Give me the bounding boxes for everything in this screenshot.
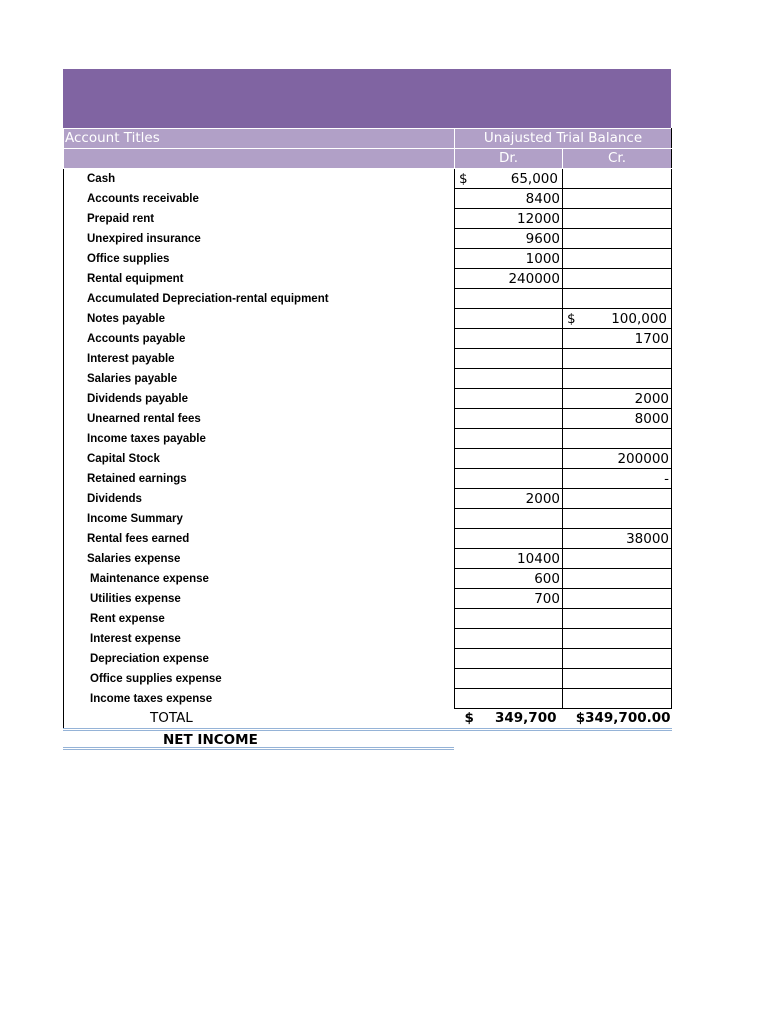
account-title: Prepaid rent (64, 209, 455, 229)
debit-header: Dr. (455, 149, 563, 169)
debit-cell[interactable] (455, 509, 563, 529)
credit-cell[interactable] (563, 469, 672, 489)
table-row (64, 549, 672, 569)
account-title: Dividends payable (64, 389, 455, 409)
total-debit (455, 709, 563, 730)
account-title: Office supplies (64, 249, 455, 269)
debit-cell[interactable] (455, 329, 563, 349)
account-title: Interest payable (64, 349, 455, 369)
account-title: Rental equipment (64, 269, 455, 289)
debit-amount: 700 (534, 590, 560, 607)
credit-cell[interactable] (563, 309, 672, 329)
header-row (64, 129, 672, 149)
table-row (64, 529, 672, 549)
table-row (64, 609, 672, 629)
account-title: Dividends (64, 489, 455, 509)
debit-amount: 2000 (525, 490, 560, 507)
debit-amount: 240000 (508, 270, 560, 287)
table-row (64, 249, 672, 269)
account-title: Office supplies expense (64, 669, 455, 689)
debit-cell[interactable] (455, 449, 563, 469)
debit-cell[interactable] (455, 309, 563, 329)
debit-cell[interactable] (455, 469, 563, 489)
account-title: Income taxes payable (64, 429, 455, 449)
total-debit-amount: 349,700 (495, 710, 557, 726)
table-row (64, 269, 672, 289)
credit-cell[interactable] (563, 189, 672, 209)
trial-balance-sheet (63, 69, 671, 750)
credit-cell[interactable] (563, 429, 672, 449)
account-title: Notes payable (64, 309, 455, 329)
table-row (64, 589, 672, 609)
debit-cell[interactable] (455, 369, 563, 389)
net-income-label: NET INCOME (63, 731, 454, 750)
credit-cell[interactable] (563, 689, 672, 709)
table-row (64, 349, 672, 369)
title-band (63, 69, 671, 128)
trial-balance-header: Unajusted Trial Balance (455, 129, 672, 149)
account-title: Capital Stock (64, 449, 455, 469)
table-row (64, 209, 672, 229)
debit-cell[interactable] (455, 689, 563, 709)
debit-cell[interactable] (455, 649, 563, 669)
credit-cell[interactable] (563, 589, 672, 609)
account-title: Cash (64, 169, 455, 189)
credit-cell[interactable] (563, 449, 672, 469)
debit-cell[interactable] (455, 529, 563, 549)
debit-cell[interactable] (455, 669, 563, 689)
table-row (64, 289, 672, 309)
account-title: Salaries payable (64, 369, 455, 389)
account-title: Retained earnings (64, 469, 455, 489)
total-credit: $349,700.00 (563, 709, 672, 730)
total-debit-currency: $ (464, 710, 474, 726)
credit-amount: 2000 (634, 390, 670, 407)
credit-amount: 100,000 (611, 310, 668, 327)
table-row (64, 429, 672, 449)
account-title: Unearned rental fees (64, 409, 455, 429)
debit-cell[interactable] (455, 229, 563, 249)
credit-cell[interactable] (563, 289, 672, 309)
credit-cell[interactable] (563, 229, 672, 249)
debit-cell[interactable] (455, 269, 563, 289)
table-row (64, 469, 672, 489)
credit-amount: - (664, 470, 670, 487)
credit-cell[interactable] (563, 649, 672, 669)
credit-amount: 200000 (617, 450, 670, 467)
credit-header: Cr. (563, 149, 672, 169)
debit-cell[interactable] (455, 389, 563, 409)
table-row (64, 669, 672, 689)
credit-amount: 1700 (634, 330, 670, 347)
credit-currency: $ (567, 310, 576, 327)
credit-cell[interactable] (563, 529, 672, 549)
debit-cell[interactable] (455, 409, 563, 429)
table-row (64, 649, 672, 669)
table-row (64, 409, 672, 429)
account-title: Depreciation expense (64, 649, 455, 669)
credit-cell[interactable] (563, 269, 672, 289)
table-row (64, 369, 672, 389)
debit-amount: 9600 (525, 230, 560, 247)
debit-currency: $ (459, 170, 468, 187)
total-row (64, 709, 672, 730)
credit-cell[interactable] (563, 349, 672, 369)
debit-amount: 10400 (517, 550, 560, 567)
credit-cell[interactable] (563, 389, 672, 409)
credit-cell[interactable] (563, 369, 672, 389)
account-subheader-blank (64, 149, 455, 169)
account-titles-header: Account Titles (64, 129, 455, 149)
total-label: TOTAL (64, 709, 455, 730)
trial-balance-table (63, 128, 672, 731)
credit-cell[interactable] (563, 209, 672, 229)
debit-amount: 12000 (517, 210, 560, 227)
subheader-row (64, 149, 672, 169)
credit-cell[interactable] (563, 549, 672, 569)
account-title: Income Summary (64, 509, 455, 529)
debit-cell[interactable] (455, 589, 563, 609)
debit-cell[interactable] (455, 289, 563, 309)
account-title: Unexpired insurance (64, 229, 455, 249)
debit-cell[interactable] (455, 209, 563, 229)
debit-cell[interactable] (455, 609, 563, 629)
debit-cell[interactable] (455, 249, 563, 269)
credit-cell[interactable] (563, 329, 672, 349)
account-title: Salaries expense (64, 549, 455, 569)
debit-amount: 1000 (525, 250, 560, 267)
account-title: Rental fees earned (64, 529, 455, 549)
account-title: Utilities expense (64, 589, 455, 609)
table-row (64, 689, 672, 709)
debit-amount: 65,000 (510, 170, 558, 187)
table-row (64, 229, 672, 249)
debit-cell[interactable] (455, 169, 563, 189)
credit-cell[interactable] (563, 409, 672, 429)
debit-cell[interactable] (455, 489, 563, 509)
table-row (64, 489, 672, 509)
account-title: Income taxes expense (64, 689, 455, 709)
credit-amount: 8000 (634, 410, 670, 427)
credit-cell[interactable] (563, 629, 672, 649)
table-row (64, 189, 672, 209)
table-row (64, 569, 672, 589)
table-row (64, 389, 672, 409)
account-title: Maintenance expense (64, 569, 455, 589)
table-row (64, 309, 672, 329)
table-row (64, 329, 672, 349)
credit-cell[interactable] (563, 609, 672, 629)
credit-cell[interactable] (563, 249, 672, 269)
table-row (64, 629, 672, 649)
table-row (64, 509, 672, 529)
credit-amount: 38000 (626, 530, 670, 547)
account-title: Rent expense (64, 609, 455, 629)
debit-cell[interactable] (455, 629, 563, 649)
debit-cell[interactable] (455, 429, 563, 449)
credit-cell[interactable] (563, 669, 672, 689)
account-title: Interest expense (64, 629, 455, 649)
debit-amount: 8400 (525, 190, 560, 207)
table-row (64, 449, 672, 469)
credit-cell[interactable] (563, 169, 672, 189)
credit-cell[interactable] (563, 569, 672, 589)
account-rows (64, 169, 672, 709)
debit-amount: 600 (534, 570, 560, 587)
account-title: Accumulated Depreciation-rental equipment (64, 289, 455, 309)
account-title: Accounts payable (64, 329, 455, 349)
debit-cell[interactable] (455, 349, 563, 369)
table-row (64, 169, 672, 189)
debit-cell[interactable] (455, 189, 563, 209)
debit-cell[interactable] (455, 569, 563, 589)
account-title: Accounts receivable (64, 189, 455, 209)
credit-cell[interactable] (563, 489, 672, 509)
debit-cell[interactable] (455, 549, 563, 569)
credit-cell[interactable] (563, 509, 672, 529)
